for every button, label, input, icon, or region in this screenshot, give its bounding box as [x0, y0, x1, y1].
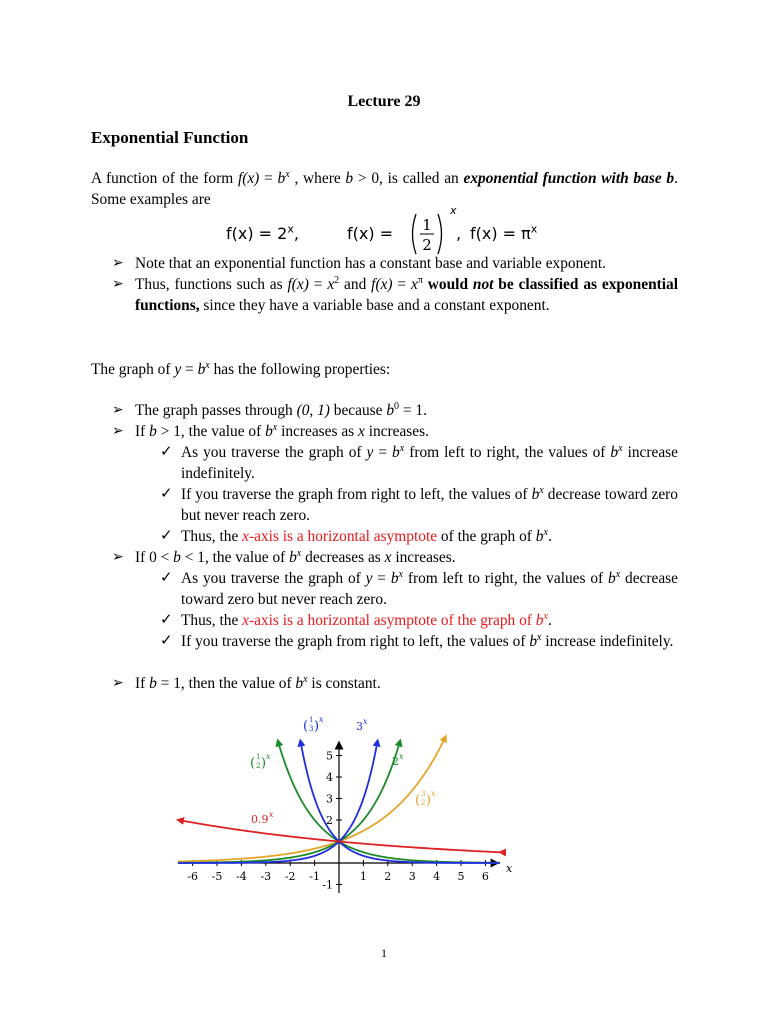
curve-labels [250, 715, 436, 826]
x-tick-label: 6 [481, 870, 489, 883]
x-axis-label: x [506, 862, 513, 875]
svg-text:(: ( [415, 793, 421, 808]
svg-text:2: 2 [421, 799, 426, 807]
label-three-halves [415, 789, 436, 808]
note-item-1: ➢ Note that an exponential function has a constant base and variable exponent. [112, 255, 606, 272]
label-point-nine [251, 810, 274, 826]
curve-one-half [278, 740, 500, 862]
x-tick-label: -4 [236, 870, 247, 883]
svg-text:): ) [314, 719, 320, 734]
svg-text:x: x [399, 752, 404, 761]
property-3: ➢ If 0 < b < 1, the value of $b^x$ decreases as x increases. [112, 547, 456, 566]
curve-three-halves [178, 736, 446, 861]
exponential-graph [175, 712, 520, 907]
property-1: ➢ The graph passes through (0, 1) because $b^0 = 1$. [112, 400, 427, 419]
svg-text:0.9: 0.9 [251, 813, 269, 826]
y-tick-label: -1 [322, 878, 333, 892]
page-number: 1 [381, 946, 387, 960]
check-icon: ✓ [160, 444, 173, 460]
svg-text:x: x [431, 789, 436, 798]
property-2-check-1: ✓ As you traverse the graph of $y = b^x$ from left to right, the values of $b^x$ increase indefinitely. [160, 442, 678, 482]
arrow-bullet-icon: ➢ [112, 403, 124, 418]
property-2: ➢ If b > 1, the value of $b^x$ increases as x increases. [112, 421, 429, 440]
svg-text:3: 3 [356, 720, 363, 733]
property-3-check-3: ✓ If you traverse the graph from right to left, the values of $b^x$ increase indefinitely. [160, 631, 674, 650]
svg-text:x: x [269, 810, 274, 819]
y-tick-label: 2 [326, 814, 333, 827]
label-one-half [250, 752, 271, 771]
svg-text:1: 1 [309, 716, 314, 724]
property-4: ➢ If b = 1, then the value of $b^x$ is constant. [112, 673, 381, 692]
x-tick-label: 5 [457, 870, 465, 883]
arrow-bullet-icon: ➢ [112, 676, 124, 691]
svg-text:x: x [319, 715, 324, 724]
x-tick-label: -3 [260, 870, 272, 883]
x-tick-label: -5 [211, 870, 223, 883]
svg-text:1: 1 [422, 216, 432, 234]
x-tick-label: 1 [359, 870, 367, 883]
svg-text:x: x [363, 717, 368, 726]
x-tick-label: -1 [309, 870, 320, 883]
label-two [392, 752, 404, 768]
svg-text:): ) [261, 756, 267, 771]
svg-text:2: 2 [422, 236, 432, 254]
check-icon: ✓ [160, 570, 173, 586]
y-tick-label: 3 [326, 792, 333, 806]
arrow-bullet-icon: ➢ [112, 256, 124, 271]
svg-text:): ) [426, 793, 432, 808]
label-one-third [303, 715, 324, 734]
property-3-check-1: ✓ As you traverse the graph of $y = b^x$ from left to right, the values of $b^x$ decrease toward zero but never reach zero. [160, 568, 678, 608]
svg-text:(: ( [303, 719, 309, 734]
curve-three [178, 740, 378, 863]
svg-text:3: 3 [309, 725, 314, 733]
arrow-bullet-icon: ➢ [112, 424, 124, 439]
formula-pi: $f(x) = \pi^x$ [470, 222, 538, 243]
x-tick-label: -6 [187, 870, 198, 883]
formula-half-exp: x [450, 204, 457, 217]
formula-2x: $f(x) = 2^x$, [226, 222, 299, 243]
check-icon: ✓ [160, 486, 173, 502]
check-icon: ✓ [160, 528, 173, 544]
svg-text:x: x [266, 752, 271, 761]
y-tick-label: 4 [326, 771, 333, 784]
graph-ticks [187, 750, 489, 892]
property-3-check-2: ✓ Thus, the x-axis is a horizontal asymptote of the graph of $b^x$. [160, 610, 552, 629]
property-2-check-2: ✓ If you traverse the graph from right to left, the values of $b^x$ decrease toward zero but never reach zero. [160, 484, 679, 524]
intro-paragraph: A function of the form $f(x) = b^x$ , where b > 0, is called an exponential function with base b. Some examples are [91, 168, 678, 208]
graph-intro: The graph of $y = b^x$ has the following properties: [91, 359, 391, 378]
y-tick-label: 5 [326, 749, 333, 763]
svg-text:(: ( [250, 756, 256, 771]
x-tick-label: -2 [284, 870, 296, 883]
note-item-2: ➢ Thus, functions such as $f(x) = x^2$ and $f(x) = x^\pi$ would not be classified as exponential functions, since they have a variable base and a constant exponent. [112, 274, 678, 314]
label-three [356, 717, 368, 733]
formula-half-label: f(x) = [347, 224, 394, 243]
arrow-bullet-icon: ➢ [112, 550, 124, 565]
svg-text:2: 2 [392, 755, 399, 768]
check-icon: ✓ [160, 612, 173, 628]
formula-half-comma: , [456, 224, 462, 243]
property-2-check-3: ✓ Thus, the x-axis is a horizontal asymptote of the graph of $b^x$. [160, 526, 552, 545]
lecture-title: Lecture 29 [347, 93, 421, 110]
arrow-bullet-icon: ➢ [112, 277, 124, 292]
graph-axes [178, 743, 498, 894]
x-tick-label: 4 [433, 870, 441, 883]
svg-text:1: 1 [256, 753, 261, 761]
svg-text:3: 3 [421, 790, 426, 798]
section-title: Exponential Function [91, 128, 249, 147]
check-icon: ✓ [160, 633, 173, 649]
svg-text:2: 2 [256, 762, 261, 770]
x-tick-label: 3 [408, 870, 416, 883]
x-tick-label: 2 [384, 870, 392, 883]
